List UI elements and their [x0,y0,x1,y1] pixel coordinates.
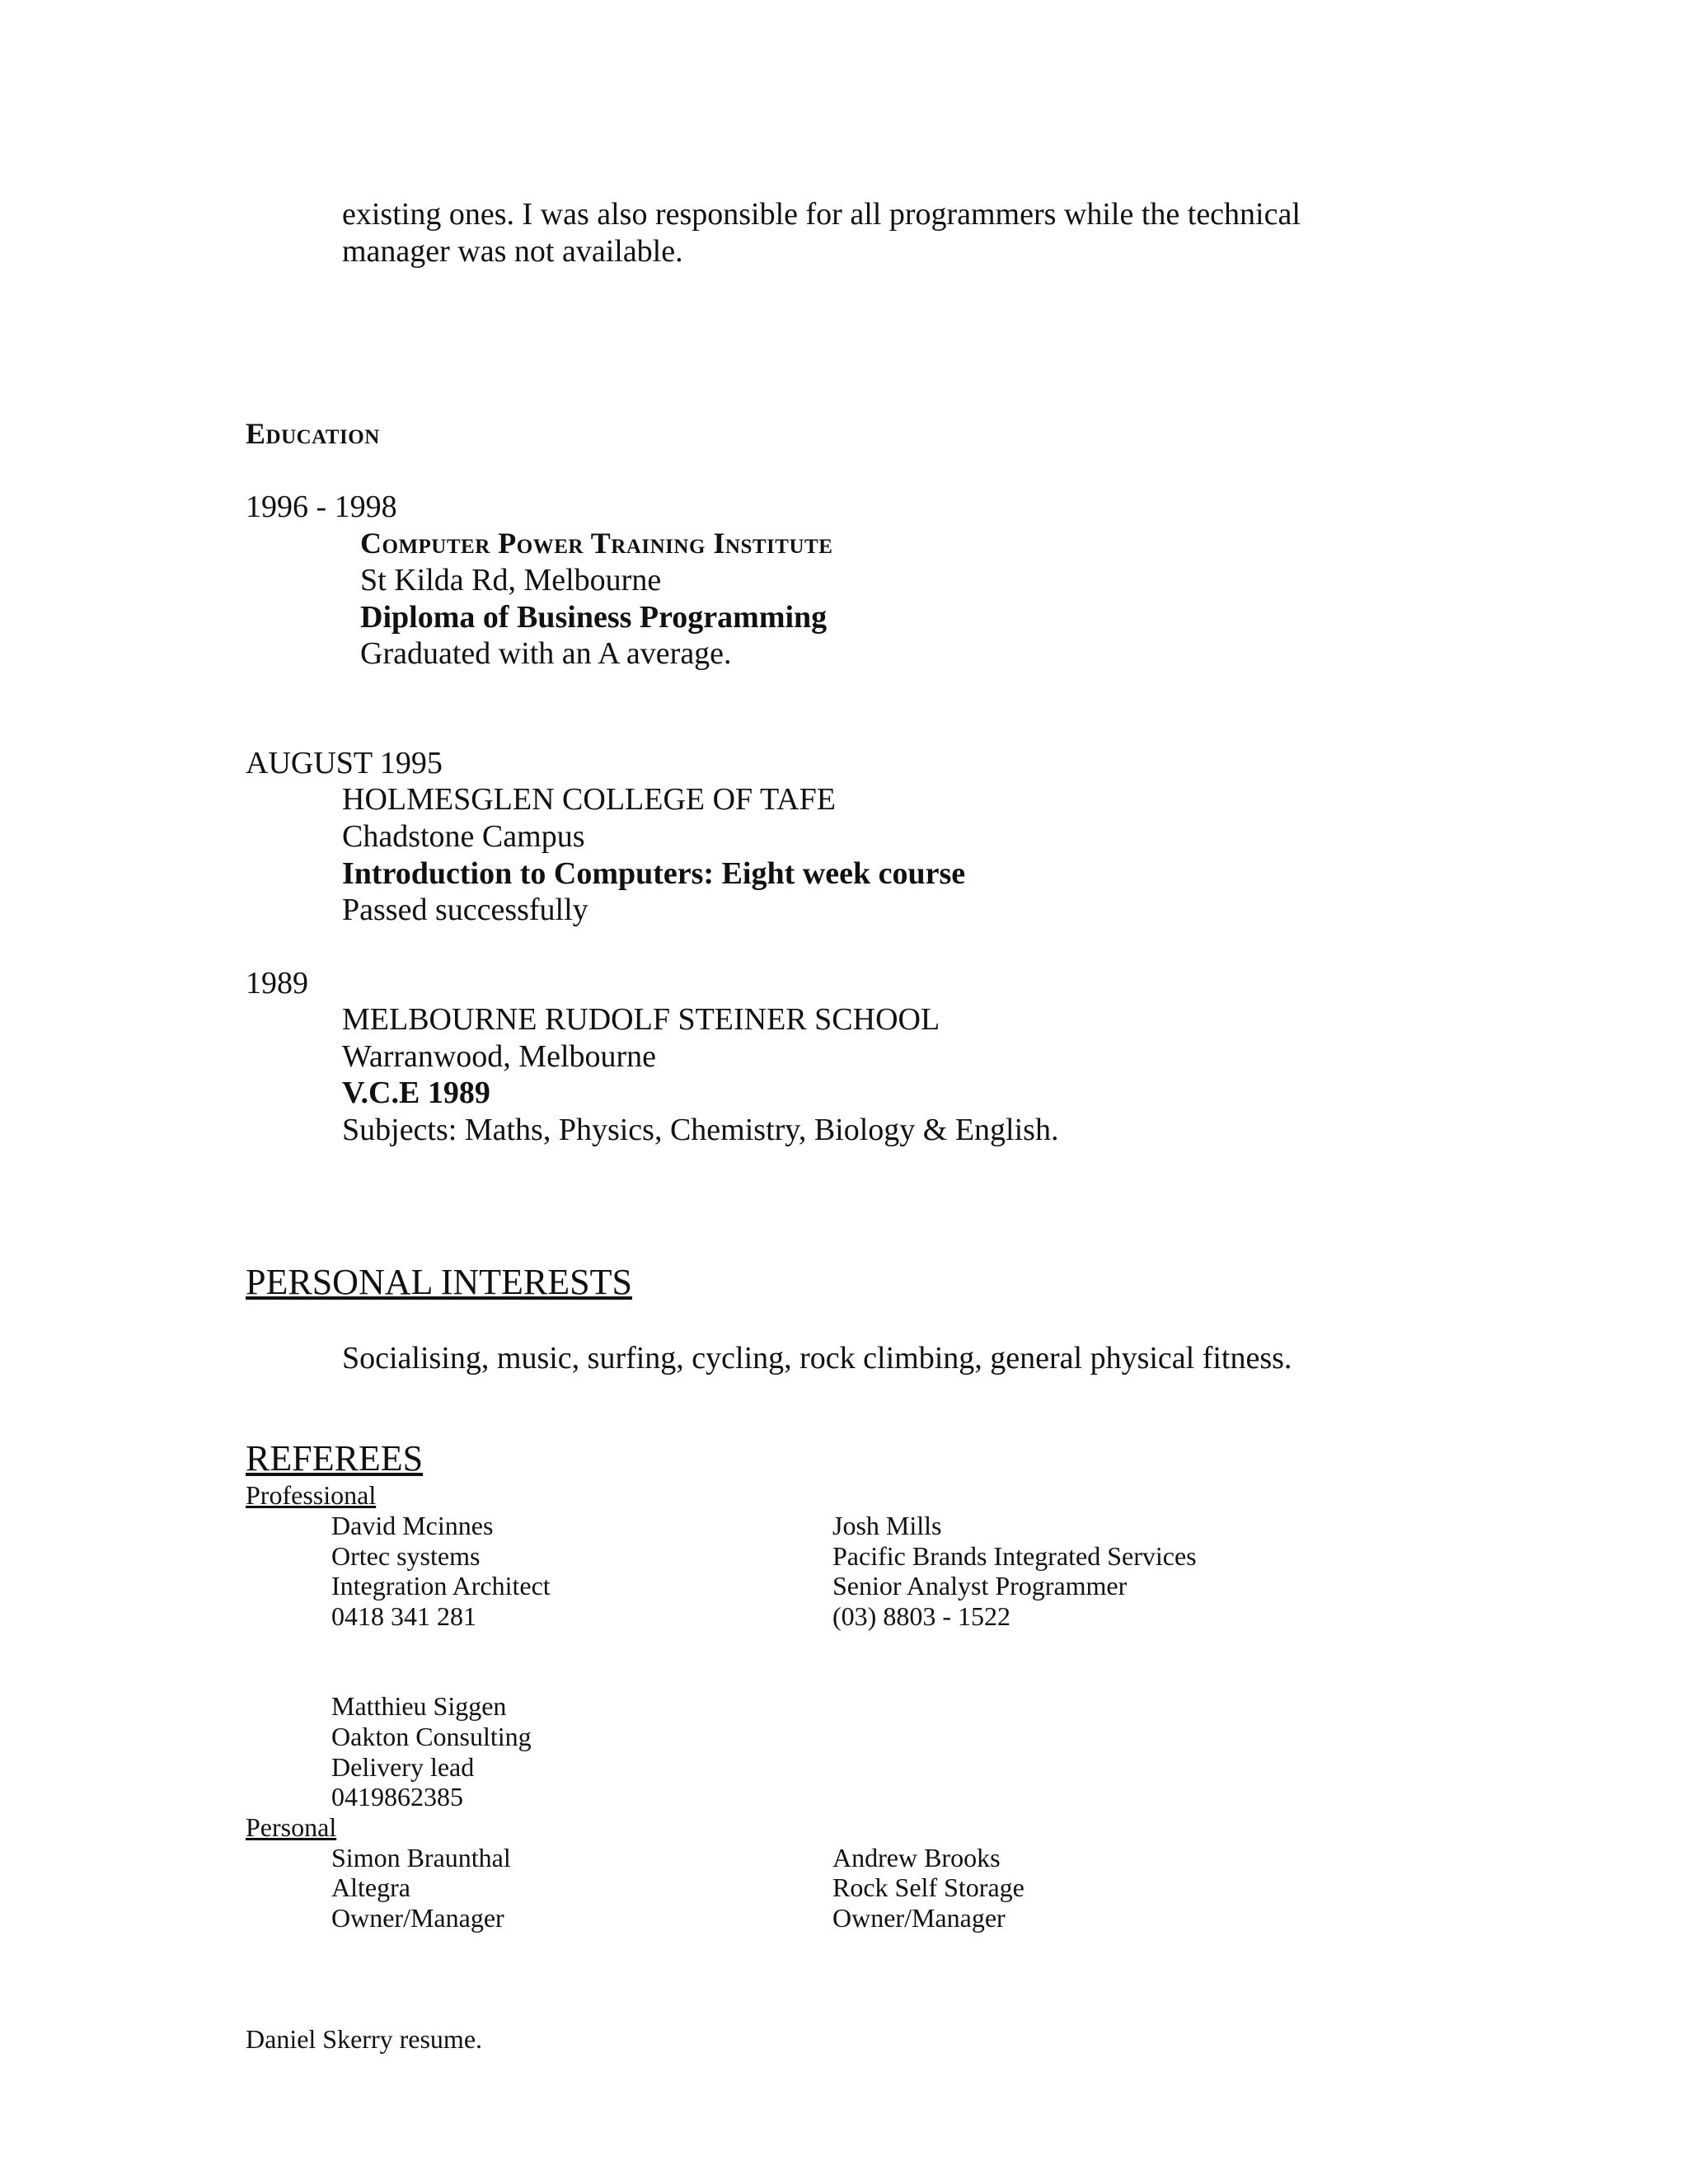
education-institution: MELBOURNE RUDOLF STEINER SCHOOL [342,1002,940,1037]
education-qualification: Diploma of Business Programming [360,600,828,635]
referee-company: Altegra [331,1872,410,1902]
referee-role: Owner/Manager [331,1903,504,1933]
referee-role: Integration Architect [331,1571,551,1601]
referee-name: Matthieu Siggen [331,1691,507,1721]
intro-line-1: existing ones. I was also responsible for all programmers while the technical [342,197,1301,232]
education-date: 1989 [246,966,308,1001]
education-institution: HOLMESGLEN COLLEGE OF TAFE [342,782,836,817]
referee-phone: 0418 341 281 [331,1601,476,1631]
referee-name: Simon Braunthal [331,1843,511,1872]
referee-company: Pacific Brands Integrated Services [832,1541,1197,1571]
education-result: Passed successfully [342,893,588,927]
referee-company: Rock Self Storage [832,1872,1025,1902]
referee-name: Josh Mills [832,1511,942,1540]
referees-heading: REFEREES [246,1438,424,1479]
education-result: Graduated with an A average. [360,636,732,671]
footer-text: Daniel Skerry resume. [246,2024,483,2054]
personal-label: Personal [246,1812,337,1842]
referee-role: Delivery lead [331,1752,475,1782]
education-qualification: V.C.E 1989 [342,1076,490,1110]
intro-line-2: manager was not available. [342,234,683,269]
education-location: St Kilda Rd, Melbourne [360,563,662,598]
education-heading: Education [246,417,380,450]
interests-text: Socialising, music, surfing, cycling, rock climbing, general physical fitness. [342,1341,1292,1376]
education-result: Subjects: Maths, Physics, Chemistry, Biology & English. [342,1113,1059,1147]
professional-label: Professional [246,1480,377,1510]
referee-phone: (03) 8803 - 1522 [832,1601,1010,1631]
referee-name: David Mcinnes [331,1511,494,1540]
education-location: Warranwood, Melbourne [342,1039,657,1074]
interests-heading: PERSONAL INTERESTS [246,1262,632,1302]
education-date: 1996 - 1998 [246,490,397,524]
referee-phone: 0419862385 [331,1782,463,1811]
referee-role: Senior Analyst Programmer [832,1571,1128,1601]
education-date: AUGUST 1995 [246,746,443,780]
referee-role: Owner/Manager [832,1903,1006,1933]
education-qualification: Introduction to Computers: Eight week course [342,856,966,891]
referee-name: Andrew Brooks [832,1843,1001,1872]
education-location: Chadstone Campus [342,819,585,854]
education-institution: Computer Power Training Institute [360,527,833,560]
referee-company: Oakton Consulting [331,1722,532,1751]
referee-company: Ortec systems [331,1541,481,1571]
